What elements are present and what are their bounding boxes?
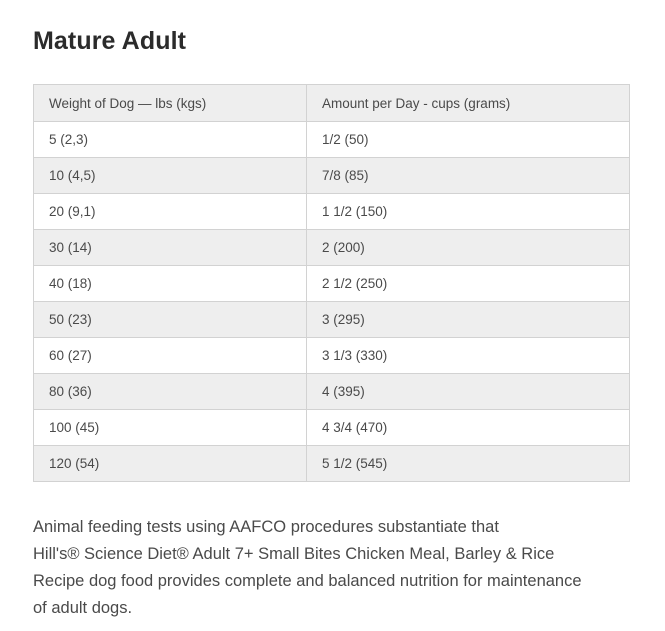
amount-cell: 1 1/2 (150)	[307, 194, 630, 230]
amount-cell: 4 3/4 (470)	[307, 410, 630, 446]
table-header-row	[34, 85, 630, 122]
weight-cell: 5 (2,3)	[34, 122, 307, 158]
table-row	[34, 338, 630, 374]
statement-line: Recipe dog food provides complete and balanced nutrition for maintenance	[33, 572, 582, 590]
weight-cell: 80 (36)	[34, 374, 307, 410]
weight-cell: 40 (18)	[34, 266, 307, 302]
table-row	[34, 122, 630, 158]
table-row	[34, 230, 630, 266]
weight-cell: 120 (54)	[34, 446, 307, 482]
weight-cell: 50 (23)	[34, 302, 307, 338]
statement-line: of adult dogs.	[33, 599, 133, 617]
amount-cell: 1/2 (50)	[307, 122, 630, 158]
amount-cell: 2 (200)	[307, 230, 630, 266]
table-row	[34, 410, 630, 446]
amount-cell: 5 1/2 (545)	[307, 446, 630, 482]
amount-cell: 4 (395)	[307, 374, 630, 410]
amount-cell: 3 1/3 (330)	[307, 338, 630, 374]
table-row	[34, 446, 630, 482]
nutrition-statement	[33, 514, 633, 622]
column-header-amount: Amount per Day - cups (grams)	[307, 85, 630, 122]
table-row	[34, 374, 630, 410]
weight-cell: 10 (4,5)	[34, 158, 307, 194]
weight-cell: 30 (14)	[34, 230, 307, 266]
table-row	[34, 194, 630, 230]
section-title: Mature Adult	[33, 27, 187, 55]
amount-cell: 7/8 (85)	[307, 158, 630, 194]
weight-cell: 20 (9,1)	[34, 194, 307, 230]
amount-cell: 3 (295)	[307, 302, 630, 338]
feeding-table	[33, 84, 630, 482]
weight-cell: 100 (45)	[34, 410, 307, 446]
weight-cell: 60 (27)	[34, 338, 307, 374]
column-header-weight: Weight of Dog — lbs (kgs)	[34, 85, 307, 122]
statement-line: Hill's® Science Diet® Adult 7+ Small Bites Chicken Meal, Barley & Rice	[33, 545, 555, 563]
statement-line: Animal feeding tests using AAFCO procedures substantiate that	[33, 518, 499, 536]
amount-cell: 2 1/2 (250)	[307, 266, 630, 302]
table-row	[34, 158, 630, 194]
table-row	[34, 266, 630, 302]
table-row	[34, 302, 630, 338]
